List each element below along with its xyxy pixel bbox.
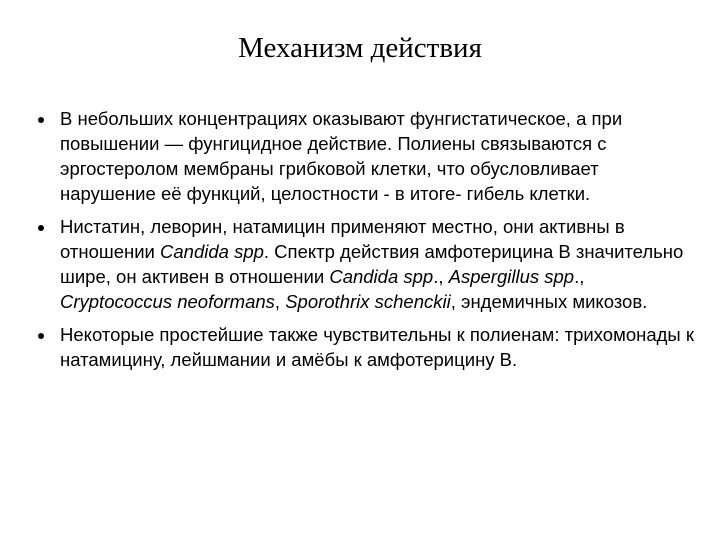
bullet-dot-icon [38,117,44,123]
bullet-1-text: В небольших концентрациях оказывают фунгистатическое, а при повышении — фунгицидное действие. Полиены связываются с эргостеролом мембраны грибковой клетки, что обусловливает нарушение её функций, целостности - в итоге- гибель клетки. [60,108,623,204]
bullet-3-text: Некоторые простейшие также чувствительны к полиенам: трихомонады к натамицину, лейшмании и амёбы к амфотерицину В. [60,324,694,370]
bullet-item-3 [36,322,696,372]
bullet-dot-icon [38,333,44,339]
bullet-item-1 [36,106,696,206]
bullet-item-2 [36,214,696,314]
bullet-list [36,106,696,372]
bullet-2-text: Нистатин, леворин, натамицин применяют местно, они активны в отношении Candida spp. Спектр действия амфотерицина В значительно шире, он активен в отношении Candida spp., Aspergillus spp., Cryptococcus neoformans, Sporothrix schenckii, эндемичных микозов. [60,216,684,312]
slide-title: Механизм действия [238,32,482,64]
bullet-dot-icon [38,225,44,231]
slide-content [36,106,696,380]
